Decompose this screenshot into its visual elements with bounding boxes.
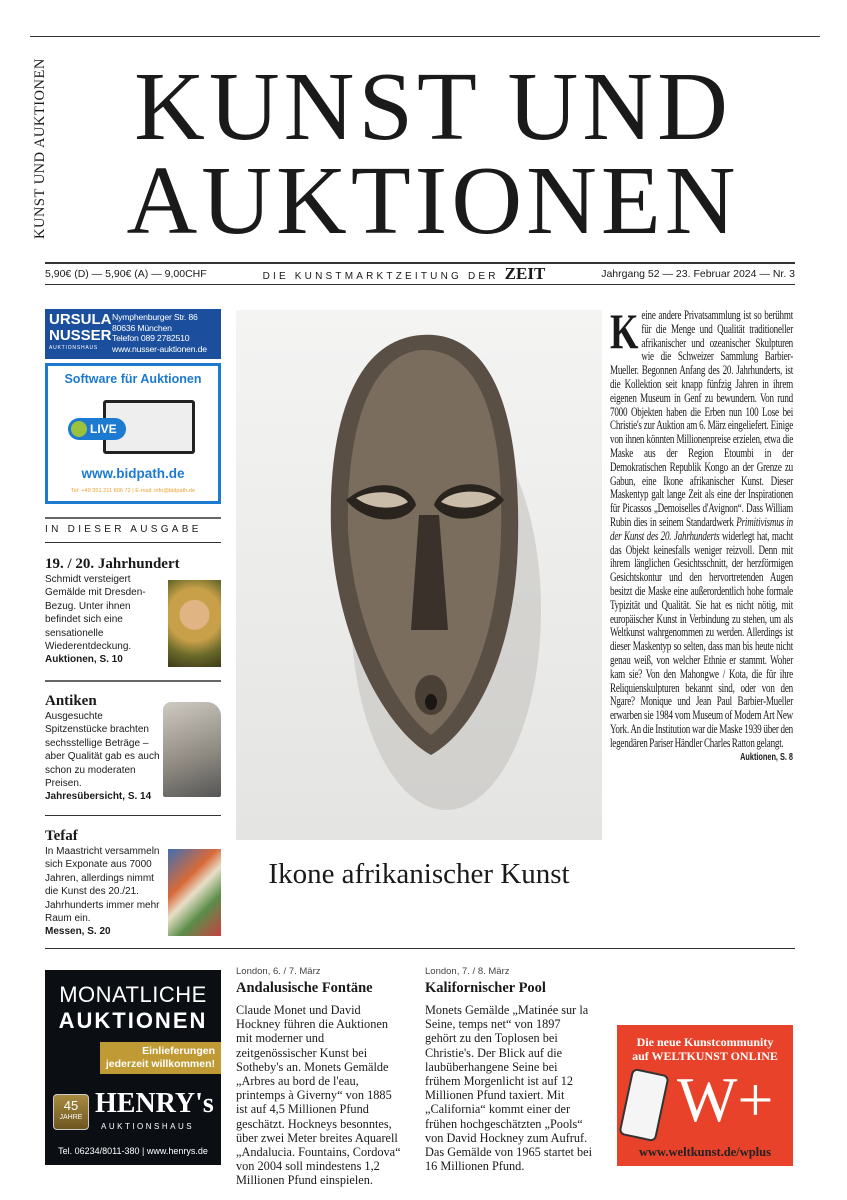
nusser-address [109, 312, 207, 356]
toc-title: IN DIESER AUSGABE [45, 524, 202, 535]
african-mask-image [236, 310, 602, 840]
nusser-ad[interactable] [45, 309, 221, 359]
toc-ref: Jahresübersicht, S. 14 [45, 791, 152, 803]
vertical-masthead: KUNST UND AUKTIONEN [32, 58, 48, 240]
article-title: Andalusische Fontäne [236, 980, 373, 996]
ad-line: Die neue Kunstcommunity [636, 1035, 774, 1049]
toc-item[interactable] [45, 555, 221, 667]
bidpath-headline: Software für Auktionen [64, 372, 202, 386]
ad-line: MONATLICHE [59, 982, 207, 1007]
wk-headline [617, 1035, 793, 1063]
toc-item[interactable] [45, 827, 221, 939]
tagline-text: DIE KUNSTMARKTZEITUNG DER [262, 271, 499, 282]
toc-ref: Messen, S. 20 [45, 926, 111, 938]
street: Nymphenburger Str. 86 [112, 312, 198, 322]
tagline [263, 264, 546, 284]
banner-text: Einlieferungen [142, 1045, 215, 1057]
toc-item[interactable] [45, 692, 221, 804]
rule [45, 284, 795, 285]
top-rule [30, 36, 820, 37]
rule [45, 948, 795, 949]
gavel-icon [71, 421, 87, 437]
rule [45, 542, 221, 543]
toc-text: Schmidt versteigert Gemälde mit Dresden-Bezug. Unter ihnen befindet sich eine sensationelle Wiederentdeckung. [45, 574, 146, 653]
nusser-logo [49, 311, 112, 356]
article-body: Claude Monet und David Hockney führen die Auktionen mit moderner und zeitgenössischer Kunst bei Sotheby's an. Monets Gemälde „Arbres au bord de l'eau, printemps à Giverny“ von 1885 ist auf 4,5 Millionen Pfund geschätzt. Hockneys besonntes, über zwei Meter breites Aquarell „Andalucia. Fountains, Cordova“ von 2004 soll mindestens 1,2 Millionen Pfund einspielen. [236, 1003, 401, 1188]
toc-ref: Auktionen, S. 10 [45, 654, 123, 666]
toc-heading: Tefaf [45, 828, 78, 844]
lead-article [610, 303, 793, 765]
badge-number: 45 [63, 1098, 79, 1113]
mask-photo [236, 310, 602, 840]
henrys-ad[interactable] [45, 970, 221, 1165]
portrait-thumbnail [168, 580, 221, 667]
henrys-logo: HENRY's [95, 1088, 214, 1119]
dateline: London, 7. / 8. März [425, 966, 510, 977]
city: 80636 München [112, 322, 172, 333]
masthead-line-2: AUKTIONEN [126, 147, 740, 255]
logo-text: URSULA [49, 311, 112, 328]
article-andalusische-fontaene [236, 966, 406, 1188]
article-kalifornischer-pool [425, 966, 595, 1173]
book-title: Primitivismus in der Kunst des 20. Jahrhunderts [610, 514, 793, 543]
anniversary-badge [53, 1094, 89, 1130]
ad-line: AUKTIONEN [58, 1008, 208, 1033]
rule [45, 680, 221, 682]
wplus-logo: W+ [677, 1064, 774, 1135]
bidpath-ad[interactable] [45, 363, 221, 504]
lead-ref[interactable]: Auktionen, S. 8 [740, 751, 793, 763]
lead-headline: Ikone afrikanischer Kunst [268, 858, 570, 890]
bidpath-contact: Tel: +49 351 211 806 72 | E-mail: info@bidpath.de [70, 488, 196, 494]
painting-thumbnail [168, 849, 221, 936]
drop-cap: K [610, 303, 639, 359]
henrys-contact: Tel. 06234/8011-380 | www.henrys.de [58, 1146, 208, 1156]
bidpath-url: www.bidpath.de [81, 466, 185, 481]
rule [45, 815, 221, 816]
masthead-line-1: KUNST UND [134, 53, 732, 161]
phone-image [618, 1068, 669, 1142]
info-bar [45, 266, 795, 282]
toc-heading: Antiken [45, 693, 97, 709]
ad-line: auf WELTKUNST ONLINE [632, 1049, 778, 1063]
badge-text: JAHRE [59, 1114, 83, 1121]
wk-url: www.weltkunst.de/wplus [639, 1145, 771, 1159]
lead-column [610, 303, 793, 939]
article-text: eine andere Privatsammlung ist so berühmt für die Menge und Qualität traditioneller afrikanischer und ozeanischer Skulpturen wie die Schweizer Sammlung Barbier-Mueller. Begonnen Anfang des 20. Jahrhunderts, ist die Kollektion seit knapp fünfzig Jahren in ihrem eigenen Museum in Genf zu bewundern. Von rund 7000 Objekten haben die Erben nun 100 Lose bei Christie's zur Auktion am 6. März eingeliefert. Einige von ihnen könnten Millionenpreise erzielen, etwa die Maske aus der Region Etoumbi in der Demokratischen Republik Kongo an der Grenze zu Gabun, eine Ikone afrikanischer Kunst. Dieser Maskentyp galt lange Zeit als eine der Inspirationen für Picassos „Demoiselles d'Avignon“. Dass William Rubin dies in seinem Standardwerk [610, 308, 793, 529]
toc-text: Ausgesuchte Spitzenstücke brachten sechsstellige Beträge – aber Qualität gab es auch schon zu moderaten Preisen. [45, 711, 160, 790]
toc-heading: 19. / 20. Jahrhundert [45, 556, 180, 572]
rule [45, 517, 221, 519]
gold-banner [100, 1042, 221, 1074]
weltkunst-ad[interactable] [617, 1025, 793, 1166]
url: www.nusser-auktionen.de [112, 343, 207, 354]
article-body: Monets Gemälde „Matinée sur la Seine, temps net“ von 1897 gehört zu den Toplosen bei Christie's. Der Blick auf die laubüberhangene Seine bei frühem Morgenlicht ist auf 12 Millionen Pfund taxiert. Mit „California“ kommt einer der frühen hochgeschätzten „Pools“ von David Hockney zum Aufruf. Das Gemälde von 1965 startet bei 16 Millionen Pfund. [425, 1003, 592, 1174]
issue-info: Jahrgang 52 — 23. Februar 2024 — Nr. 3 [601, 268, 795, 280]
logo-text: NUSSER [49, 327, 112, 344]
antique-statue-thumbnail [163, 702, 221, 797]
dateline: London, 6. / 7. März [236, 966, 321, 977]
article-text: widerlegt hat, macht das Objekt keinesfalls weniger reizvoll. Denn mit ihrem länglichen Gesichtsschnitt, der herzförmigen Gesichtskontur und den hervortretenden Augen besitzt die Maske eine außerordentlich hohe formale Typizität und Qualität. Sie hat es nicht nötig, mit europäischer Kunst in Verbindung zu stehen, um als Weltkunst wahrgenommen zu werden. Allerdings ist dieser Maskentyp so selten, dass man bis heute nicht genau weiß, von welcher Ethnie er stammt. Woher kam sie? Von den Mahongwe / Kota, die für ihre Reliquienskulpturen bekannt sind, oder von den Ngare? Monique und Jean Paul Barbier-Mueller erwarben sie 1984 vom Museum of Modern Art New York. An die Institution war die Maske 1939 über den legendären Pariser Händler Charles Ratton gelangt. [610, 528, 793, 750]
henrys-sub: AUKTIONSHAUS [101, 1122, 195, 1131]
live-badge [68, 418, 126, 440]
zeit-logo: ZEIT [504, 264, 546, 283]
toc-text: In Maastricht versammeln sich Exponate aus 7000 Jahren, allerdings nimmt die Kunst des 20./21. Jahrhunderts immer mehr Raum ein. [45, 846, 160, 925]
live-label: LIVE [90, 422, 117, 436]
logo-sub: AUKTIONSHAUS [49, 345, 99, 351]
price: 5,90€ (D) — 5,90€ (A) — 9,00CHF [45, 268, 207, 280]
banner-text: jederzeit willkommen! [105, 1058, 215, 1070]
article-title: Kalifornischer Pool [425, 980, 546, 996]
phone: Telefon 089 2782510 [112, 333, 190, 343]
